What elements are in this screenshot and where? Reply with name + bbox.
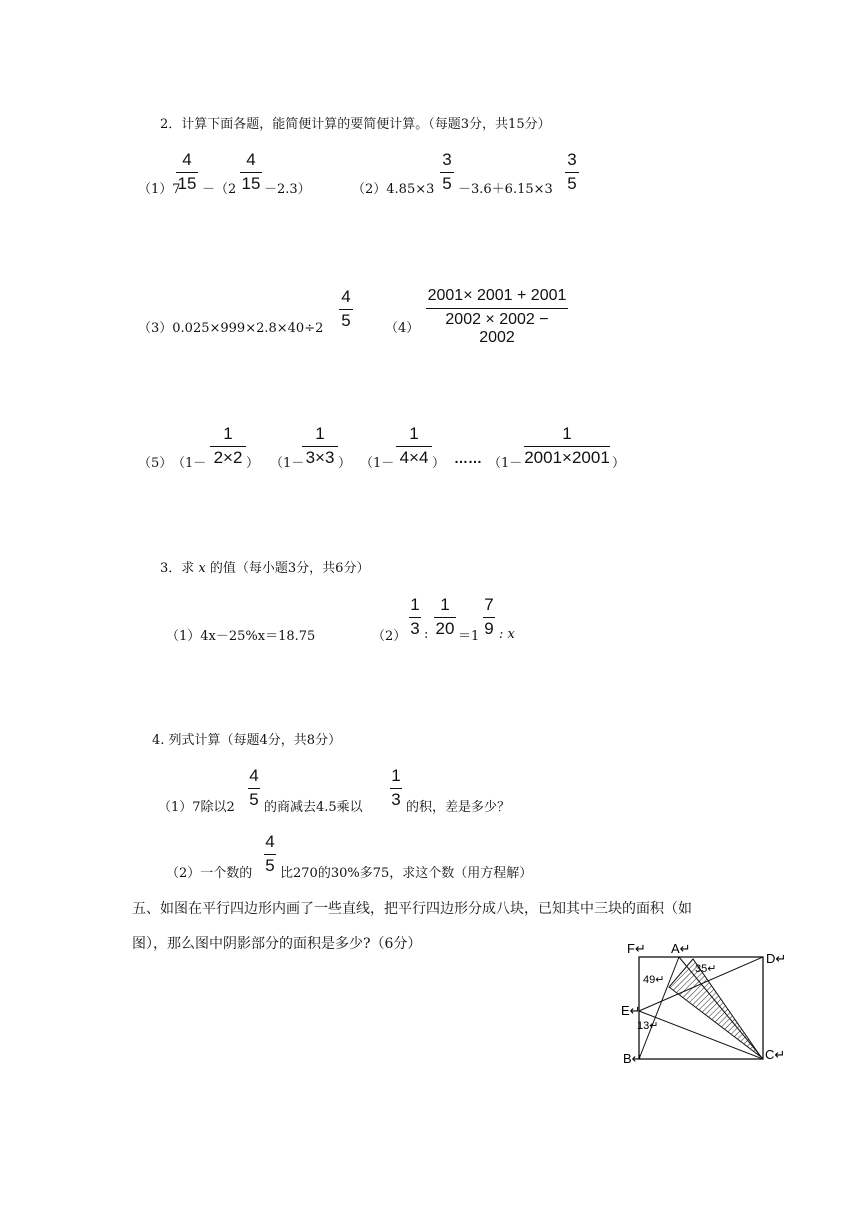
problem-2-1-label: （1）7 [138,182,181,197]
label-d: D↵ [766,951,787,966]
problem-2-1-mid: －（2 [202,182,237,197]
numerator: 4 [182,150,192,169]
numerator: 1 [315,424,325,443]
problem-4-1-c: 的积，差是多少？ [406,800,511,815]
fraction-bar [302,446,338,447]
section-4-heading: 4. 列式计算（每题4分，共8分） [152,733,342,748]
problem-4-1-a: （1）7除以2 [158,800,235,815]
ratio-colon: : [424,627,429,642]
problem-3-2-label: （2） [372,629,407,644]
fraction-4-1-a [248,766,260,816]
fraction-bar [264,854,276,855]
numerator: 1 [391,766,401,785]
label-e: E↵ [621,1003,641,1018]
numerator: 1 [410,595,420,614]
fraction-bar [210,446,246,447]
fraction-bar [434,617,456,618]
fraction-2-2-b [565,150,579,200]
problem-4-2-a: （2）一个数的 [166,866,253,881]
fraction-2-4 [426,287,568,346]
fraction-bar [483,617,495,618]
denominator: 2001×2001 [524,448,610,467]
denominator: 2×2 [213,448,243,467]
paren-close: ） [246,456,260,471]
section-2-heading: 2．计算下面各题，能简便计算的要简便计算。（每题3分，共15分） [160,117,551,132]
fraction-2-2-a [440,150,454,200]
paren-close: ） [338,456,352,471]
denominator: 5 [442,174,452,193]
denominator: 3 [391,790,401,809]
fraction-bar [339,309,353,310]
fraction-bar [390,788,402,789]
denominator: 5 [341,311,351,330]
paren-open: （1－ [360,456,395,471]
numerator: 1 [562,424,572,443]
numerator: 1 [409,424,419,443]
fraction-bar [426,308,568,309]
area-35: 35↵ [695,963,717,975]
problem-2-4-label: （4） [385,321,420,336]
ellipsis: …… [454,450,482,466]
fraction-bar [176,172,198,173]
problem-4-2-b: 比270的30%多75，求这个数（用方程解） [280,866,533,881]
fraction-bar [440,172,454,173]
numerator: 1 [223,424,233,443]
label-a: A↵ [671,941,691,956]
denominator: 2002 × 2002 − 2002 [445,311,549,346]
fraction-4-2 [264,832,276,882]
numerator: 4 [265,832,275,851]
denominator: 4×4 [399,448,429,467]
numerator: 3 [567,150,577,169]
numerator: 1 [440,595,450,614]
fraction-bar [248,788,260,789]
heading-part: 的值（每小题3分，共6分） [209,561,370,576]
numerator: 7 [484,595,494,614]
label-b: B↵ [623,1051,643,1066]
numerator: 4 [341,287,351,306]
area-13: 13↵ [637,1020,659,1032]
denominator: 20 [435,619,455,638]
fraction-2-5-a [210,424,246,474]
numerator: 4 [246,150,256,169]
heading-part: 3．求 [160,561,195,576]
denominator: 3×3 [305,448,335,467]
ratio-tail: : x [499,627,515,642]
fraction-bar [565,172,579,173]
section-3-heading [160,557,369,576]
problem-2-5-label: （5） [138,456,173,471]
fraction-bar [409,617,421,618]
problem-2-2-mid: －3.6＋6.15×3 [458,182,553,197]
denominator: 15 [241,174,261,193]
paren-close: ） [612,456,626,471]
problem-2-1-tail: －2.3） [264,182,311,197]
equals-one: ＝1 [458,629,480,644]
paren-open: （1－ [270,456,305,471]
paren-open: （1－ [172,456,207,471]
denominator: 3 [410,619,420,638]
fraction-2-5-b [302,424,338,474]
denominator: 5 [265,856,275,875]
fraction-4-1-b [390,766,402,816]
section-5-line-1: 五、如图在平行四边形内画了一些直线，把平行四边形分成八块，已知其中三块的面积（如 [132,901,692,917]
problem-2-2-label: （2）4.85×3 [352,182,435,197]
line-a-c [679,957,763,1059]
problem-4-1-b: 的商减去4.5乘以 [264,800,363,815]
fraction-2-1-a [176,150,198,200]
fraction-3-2-a [409,595,421,645]
fraction-2-5-c [396,424,432,474]
area-49: 49↵ [643,974,665,986]
denominator: 5 [249,790,259,809]
label-c: C↵ [765,1047,786,1062]
numerator: 3 [442,150,452,169]
numerator: 2001× 2001 + 2001 [427,287,567,304]
problem-2-3-label: （3）0.025×999×2.8×40÷2 [138,321,324,336]
fraction-2-1-b [240,150,262,200]
paren-open: （1－ [488,456,523,471]
fraction-2-3 [339,287,353,337]
variable-x: x [198,561,206,576]
denominator: 9 [484,619,494,638]
numerator: 4 [249,766,259,785]
fraction-bar [524,446,610,447]
fraction-bar [396,446,432,447]
fraction-2-5-d [524,424,610,474]
fraction-3-2-c [483,595,495,645]
fraction-bar [240,172,262,173]
parallelogram-figure [615,935,805,1075]
denominator: 5 [567,174,577,193]
fraction-3-2-b [434,595,456,645]
section-5-line-2: 图），那么图中阴影部分的面积是多少?（6分） [132,936,422,952]
paren-close: ） [432,456,446,471]
label-f: F↵ [627,941,646,956]
problem-3-1: （1）4x－25%x＝18.75 [166,629,316,644]
denominator: 15 [177,174,197,193]
